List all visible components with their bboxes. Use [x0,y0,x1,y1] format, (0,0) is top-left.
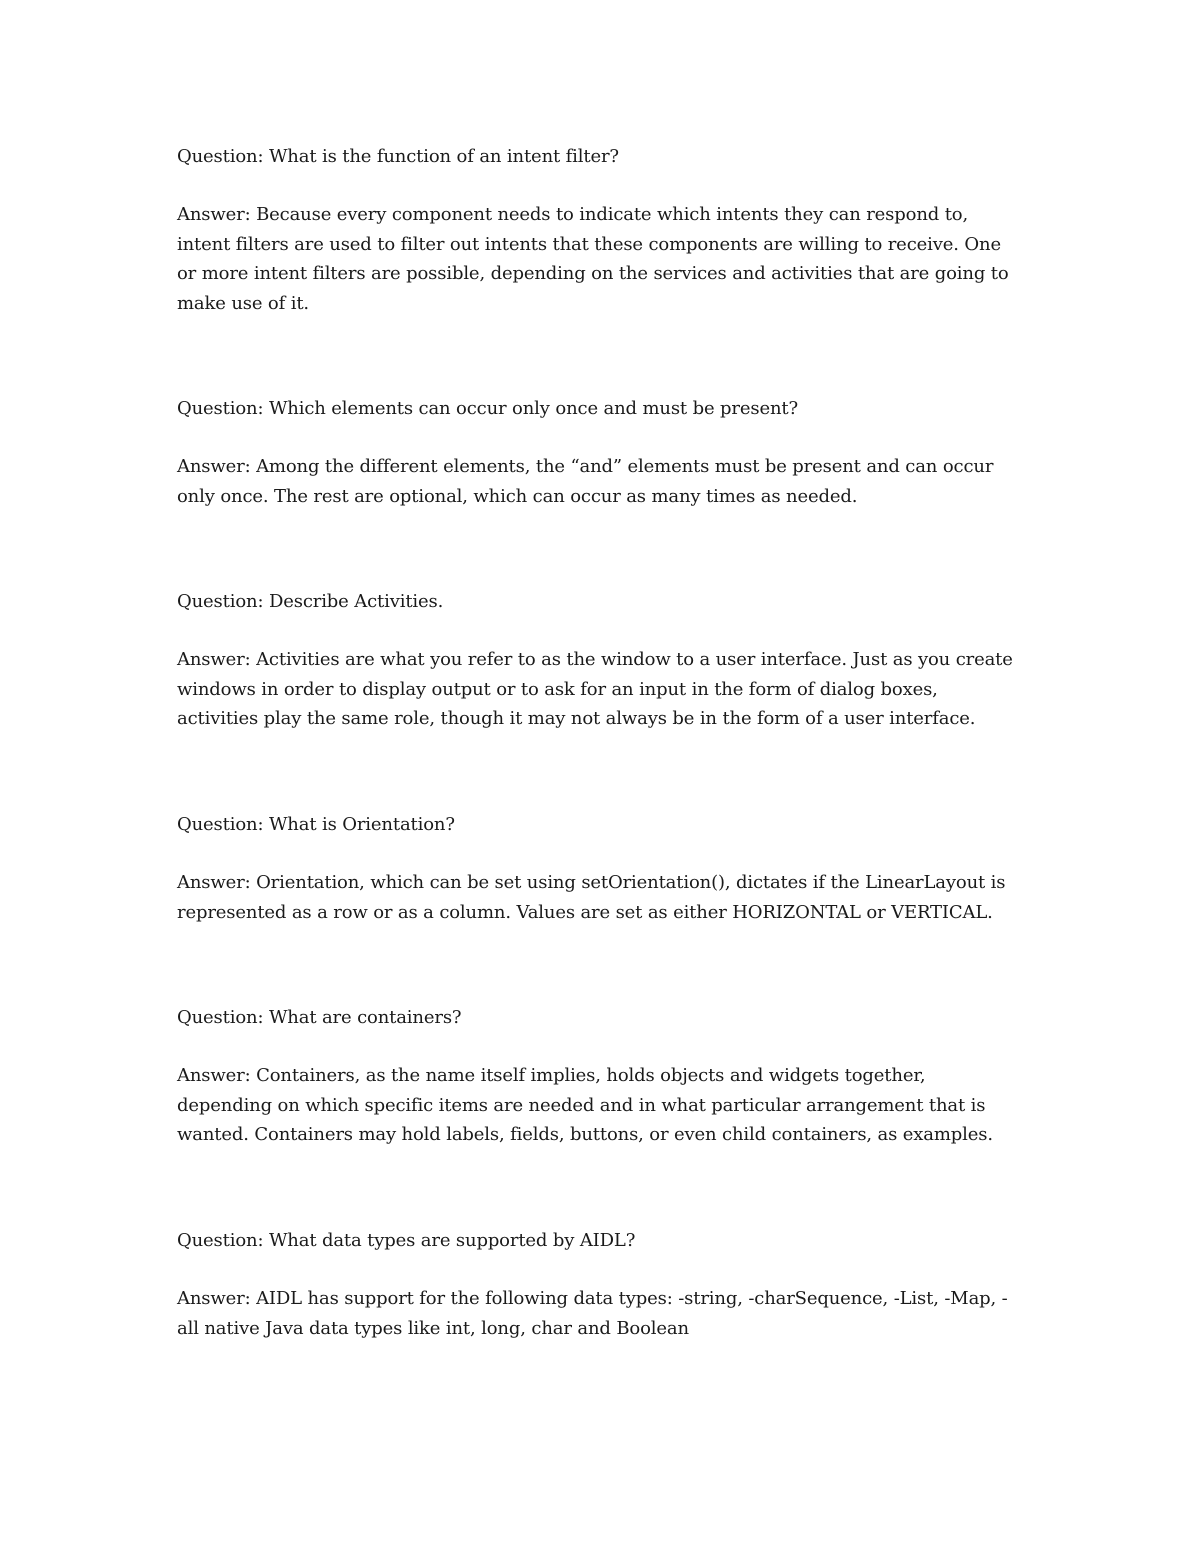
answer-5 [177,1061,1037,1150]
question-text: Question: What data types are supported by AIDL? [177,1230,636,1251]
question-2 [177,394,1037,424]
answer-line: Answer: Because every component needs to indicate which intents they can respond to, [177,204,969,225]
answer-line: wanted. Containers may hold labels, fields, buttons, or even child containers, as examples. [177,1124,993,1145]
answer-2 [177,452,1037,511]
question-3 [177,587,1037,617]
answer-line: only once. The rest are optional, which can occur as many times as needed. [177,485,858,507]
answer-1 [177,200,1037,318]
question-text: Question: Which elements can occur only once and must be present? [177,398,798,419]
answer-line: Answer: Containers, as the name itself implies, holds objects and widgets together, [177,1065,926,1086]
answer-3 [177,645,1037,734]
answer-line: Answer: Orientation, which can be set using setOrientation(), dictates if the LinearLayout is [177,872,1006,893]
answer-line: intent filters are used to filter out intents that these components are willing to receive. One [177,233,1001,255]
answer-line: Answer: AIDL has support for the following data types: -string, -charSequence, -List, -Map, - [177,1288,1008,1309]
answer-4 [177,868,1037,927]
answer-line: windows in order to display output or to ask for an input in the form of dialog boxes, [177,678,938,700]
answer-line: activities play the same role, though it may not always be in the form of a user interface. [177,708,976,729]
question-5 [177,1003,1037,1033]
answer-line: Answer: Activities are what you refer to as the window to a user interface. Just as you create [177,649,1013,670]
answer-6 [177,1284,1037,1343]
answer-line: represented as a row or as a column. Values are set as either HORIZONTAL or VERTICAL. [177,901,993,923]
question-4 [177,810,1037,840]
question-text: Question: What is Orientation? [177,814,455,835]
question-1 [177,142,1037,172]
question-text: Question: Describe Activities. [177,591,444,612]
answer-line: all native Java data types like int, long, char and Boolean [177,1317,689,1339]
answer-line: or more intent filters are possible, depending on the services and activities that are going to [177,263,1009,284]
question-text: Question: What is the function of an intent filter? [177,146,619,167]
answer-line: depending on which specific items are needed and in what particular arrangement that is [177,1094,986,1116]
question-text: Question: What are containers? [177,1007,462,1028]
answer-line: Answer: Among the different elements, the “and” elements must be present and can occur [177,456,994,477]
answer-line: make use of it. [177,292,309,314]
question-6 [177,1226,1037,1256]
